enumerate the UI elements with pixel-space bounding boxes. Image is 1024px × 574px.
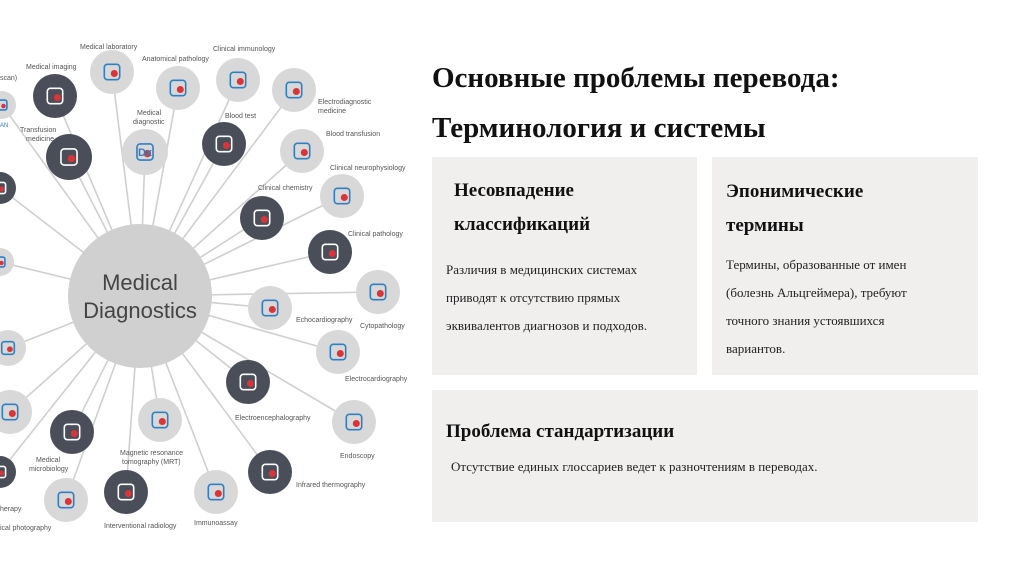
card-classification-mismatch: [432, 157, 697, 375]
label-medical-photography: ical photography: [0, 525, 52, 532]
hub-label-line1: Medical: [102, 270, 178, 295]
card-heading-line1: Несовпадение: [454, 180, 574, 201]
label-interventional-radiology: Interventional radiology: [104, 523, 177, 530]
label-electrodiagnostic-1: Electrodiagnostic: [318, 99, 372, 106]
card-body-line1: Термины, образованные от имен: [726, 257, 907, 272]
medical-imaging-icon: [33, 74, 77, 118]
label-immunoassay: Immunoassay: [194, 520, 238, 527]
label-electroencephalography: Electroencephalography: [235, 415, 311, 422]
card-body-line2: приводят к отсутствию прямых: [446, 290, 621, 305]
label-medical-diagnostic-1: Medical: [137, 110, 162, 117]
echocardiography-icon: [248, 286, 292, 330]
label-blood-test: Blood test: [225, 113, 257, 120]
label-scan: scan): [0, 75, 18, 82]
label-anatomical-pathology: Anatomical pathology: [142, 56, 209, 63]
label-electrodiagnostic-2: medicine: [318, 108, 347, 115]
slide-title-line2: Терминология и системы: [432, 112, 766, 144]
clinical-immunology-icon: [216, 58, 260, 102]
card-body-line3: точного знания устоявшихся: [726, 313, 885, 328]
blood-test-icon: [202, 122, 246, 166]
label-clinical-chemistry: Clinical chemistry: [258, 185, 313, 192]
electrocardiography-icon: [316, 330, 360, 374]
slide-title-line1: Основные проблемы перевода:: [432, 62, 840, 94]
dx-glyph: Dx: [137, 147, 153, 159]
cytopathology-icon: [356, 270, 400, 314]
card-body-line3: эквивалентов диагнозов и подходов.: [446, 318, 648, 333]
scan-icon: [0, 91, 16, 119]
label-echocardiography: Echocardiography: [296, 317, 353, 324]
card-heading: [726, 175, 863, 243]
label-medical-diagnostic-2: diagnostic: [133, 119, 165, 126]
clinical-pathology-icon: [308, 230, 352, 274]
hub-circle: [68, 224, 212, 368]
label-clinical-neurophysiology: Clinical neurophysiology: [330, 165, 406, 172]
label-therapy: herapy: [0, 506, 22, 513]
label-blood-transfusion: Blood transfusion: [326, 131, 381, 138]
endoscopy-icon: [332, 400, 376, 444]
card-eponymous-terms: [712, 157, 978, 375]
card-heading-line1: Эпонимические: [726, 181, 864, 202]
label-microbiology-2: microbiology: [29, 466, 69, 473]
microbiology-icon: [50, 410, 94, 454]
immunoassay-icon: [194, 470, 238, 514]
medical-diagnostics-diagram: [0, 0, 430, 574]
card-body: [446, 256, 647, 340]
blood-transfusion-icon: [280, 129, 324, 173]
label-infrared-thermography: Infrared thermography: [296, 482, 366, 489]
label-electrocardiography: Electrocardiography: [345, 376, 408, 383]
label-medical-laboratory: Medical laboratory: [80, 44, 138, 51]
label-magnetic-1: Magnetic resonance: [120, 450, 184, 457]
medical-laboratory-icon: [90, 50, 134, 94]
interventional-radiology-icon: [104, 470, 148, 514]
mrt-icon: [138, 398, 182, 442]
card-heading: [454, 174, 590, 242]
card-heading-line2: классификаций: [454, 214, 591, 235]
card-body: [451, 453, 818, 481]
label-magnetic-2: tomography (MRT): [122, 459, 181, 466]
label-transfusion-2: medicine: [26, 136, 55, 143]
card-body: [726, 251, 907, 363]
hub-label-line2: Diagnostics: [83, 298, 197, 323]
neurophysiology-icon: [320, 174, 364, 218]
anatomical-pathology-icon: [156, 66, 200, 110]
thermography-icon: [248, 450, 292, 494]
label-endoscopy: Endoscopy: [340, 453, 375, 460]
eeg-icon: [226, 360, 270, 404]
label-microbiology-1: Medical: [36, 457, 61, 464]
card-heading-line2: термины: [726, 215, 804, 236]
label-clinical-immunology: Clinical immunology: [213, 46, 276, 53]
left-edge-icon-3: [0, 330, 26, 366]
card-heading: Проблема стандартизации: [446, 421, 675, 442]
label-clinical-pathology: Clinical pathology: [348, 231, 403, 238]
electrodiagnostic-icon: [272, 68, 316, 112]
label-medical-imaging: Medical imaging: [26, 64, 77, 71]
label-cytopathology: Cytopathology: [360, 323, 405, 330]
card-standardization-problem: [432, 390, 978, 522]
card-body-line2: (болезнь Альцгеймера), требуют: [726, 285, 907, 300]
label-transfusion-1: Transfusion: [20, 127, 57, 134]
card-body-line1: Различия в медицинских системах: [446, 262, 638, 277]
clinical-chemistry-icon: [240, 196, 284, 240]
medical-photography-icon: [44, 478, 88, 522]
an-fragment: AN: [0, 123, 9, 129]
left-edge-icon-5: [0, 456, 16, 488]
left-edge-icon-2: [0, 248, 14, 276]
card-body-line4: вариантов.: [726, 341, 786, 356]
card-body-line1: Отсутствие единых глоссариев ведет к разночтениям в переводах.: [451, 459, 818, 474]
